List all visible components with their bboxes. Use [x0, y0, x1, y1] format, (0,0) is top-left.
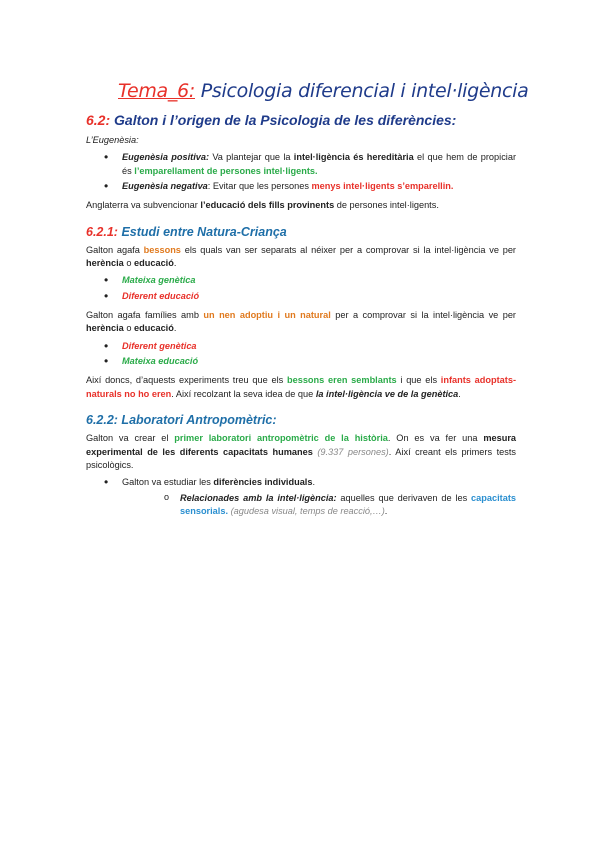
text: .	[384, 505, 388, 516]
title-prefix: Tema_6:	[118, 80, 195, 102]
text: per a comprovar si la intel·ligència ve per	[330, 310, 516, 321]
term: Eugenèsia positiva:	[122, 152, 210, 163]
highlight: bessons eren semblants	[286, 375, 397, 386]
text: Així doncs, d’aquests experiments treu que els	[86, 375, 287, 386]
text: Anglaterra va subvencionar	[86, 200, 201, 211]
list-item	[122, 180, 516, 193]
text: Galton va estudiar les	[122, 477, 214, 488]
highlight: primer laboratori antropomètric de la història	[174, 433, 388, 444]
highlight: l’emparellament de persones intel·ligents.	[134, 165, 318, 176]
section-heading-6-2-1	[86, 223, 516, 241]
text: Galton agafa	[86, 244, 144, 255]
term: Eugenèsia negativa	[122, 180, 208, 191]
list-item	[122, 274, 516, 287]
paragraph-laboratori	[86, 432, 516, 472]
section-title: Galton i l’origen de la Psicologia de les diferències:	[110, 111, 457, 128]
section-number: 6.2.1:	[86, 224, 118, 239]
note: (agudesa visual, temps de reacció,…)	[230, 505, 385, 516]
text: aquelles que derivaven de les	[336, 492, 472, 503]
paragraph-anglaterra	[86, 199, 516, 212]
text: . Així recolzant la seva idea de que	[171, 388, 316, 399]
sub-list	[122, 492, 516, 519]
text: : Evitar que les persones	[207, 180, 312, 191]
text: .	[458, 388, 461, 399]
text: .	[173, 258, 177, 269]
families-list	[86, 340, 516, 369]
eugenesia-label: L’Eugenèsia:	[86, 134, 139, 145]
section-title: Estudi entre Natura-Criança	[117, 224, 287, 239]
highlight: un nen adoptiu i un natural	[203, 310, 331, 321]
emphasis: herència	[86, 323, 124, 334]
section-heading-6-2	[86, 110, 516, 130]
emphasis: intel·ligència és hereditària	[293, 152, 414, 163]
highlight: Diferent genètica	[122, 340, 197, 351]
highlight: menys intel·ligents s’emparellin.	[311, 180, 454, 191]
text: o	[123, 323, 135, 334]
text: el que hem de propiciar és	[122, 152, 516, 176]
section-heading-6-2-2	[86, 411, 516, 429]
section-number: 6.2:	[86, 111, 111, 128]
emphasis: l’educació dels fills provinents	[200, 200, 335, 211]
paragraph-families	[86, 309, 516, 336]
emphasis: la intel·ligència ve de la genètica	[315, 388, 459, 399]
highlight: Mateixa genètica	[122, 275, 196, 286]
text: els quals van ser separats al néixer per a comprovar si la intel·ligència ve per	[180, 244, 516, 255]
text: i que els	[396, 375, 441, 386]
bessons-list	[86, 274, 516, 303]
title-rest: Psicologia diferencial i intel·ligència	[195, 80, 529, 102]
section-title: 6.2.2: Laboratori Antropomètric:	[86, 413, 277, 428]
highlight: bessons	[143, 244, 181, 255]
emphasis: herència	[86, 258, 124, 269]
emphasis: educació	[134, 323, 174, 334]
emphasis: diferències individuals	[213, 477, 313, 488]
list-item	[122, 151, 516, 178]
laboratori-list	[86, 476, 516, 518]
eugenesia-list	[86, 151, 516, 193]
highlight: Mateixa educació	[122, 356, 199, 367]
highlight: capacitats sensorials.	[180, 492, 516, 516]
emphasis: educació	[134, 258, 174, 269]
note: (9.337 persones)	[317, 446, 389, 457]
paragraph-conclusion	[86, 374, 516, 401]
highlight: Diferent educació	[122, 290, 200, 301]
sub-list-item	[180, 492, 516, 519]
text: Galton va crear el	[86, 433, 175, 444]
list-item	[122, 290, 516, 303]
text: Galton agafa famílies amb	[86, 310, 204, 321]
highlight: infants adoptats-naturals no ho eren	[86, 375, 517, 399]
paragraph-bessons	[86, 244, 516, 271]
text: . Així creant els primers tests psicològics.	[86, 446, 516, 470]
page-title	[118, 78, 529, 106]
text: .	[312, 477, 316, 488]
emphasis: mesura experimental de les diferents capacitats humanes	[86, 433, 516, 457]
document-page	[86, 78, 529, 524]
text: .	[173, 323, 177, 334]
text: Va plantejar que la	[209, 152, 294, 163]
term: Relacionades amb la intel·ligència:	[180, 492, 337, 503]
list-item	[122, 340, 516, 353]
text: . On es va fer una	[387, 433, 484, 444]
text: o	[123, 258, 135, 269]
text: de persones intel·ligents.	[334, 200, 439, 211]
list-item	[122, 476, 516, 518]
list-item	[122, 355, 516, 368]
